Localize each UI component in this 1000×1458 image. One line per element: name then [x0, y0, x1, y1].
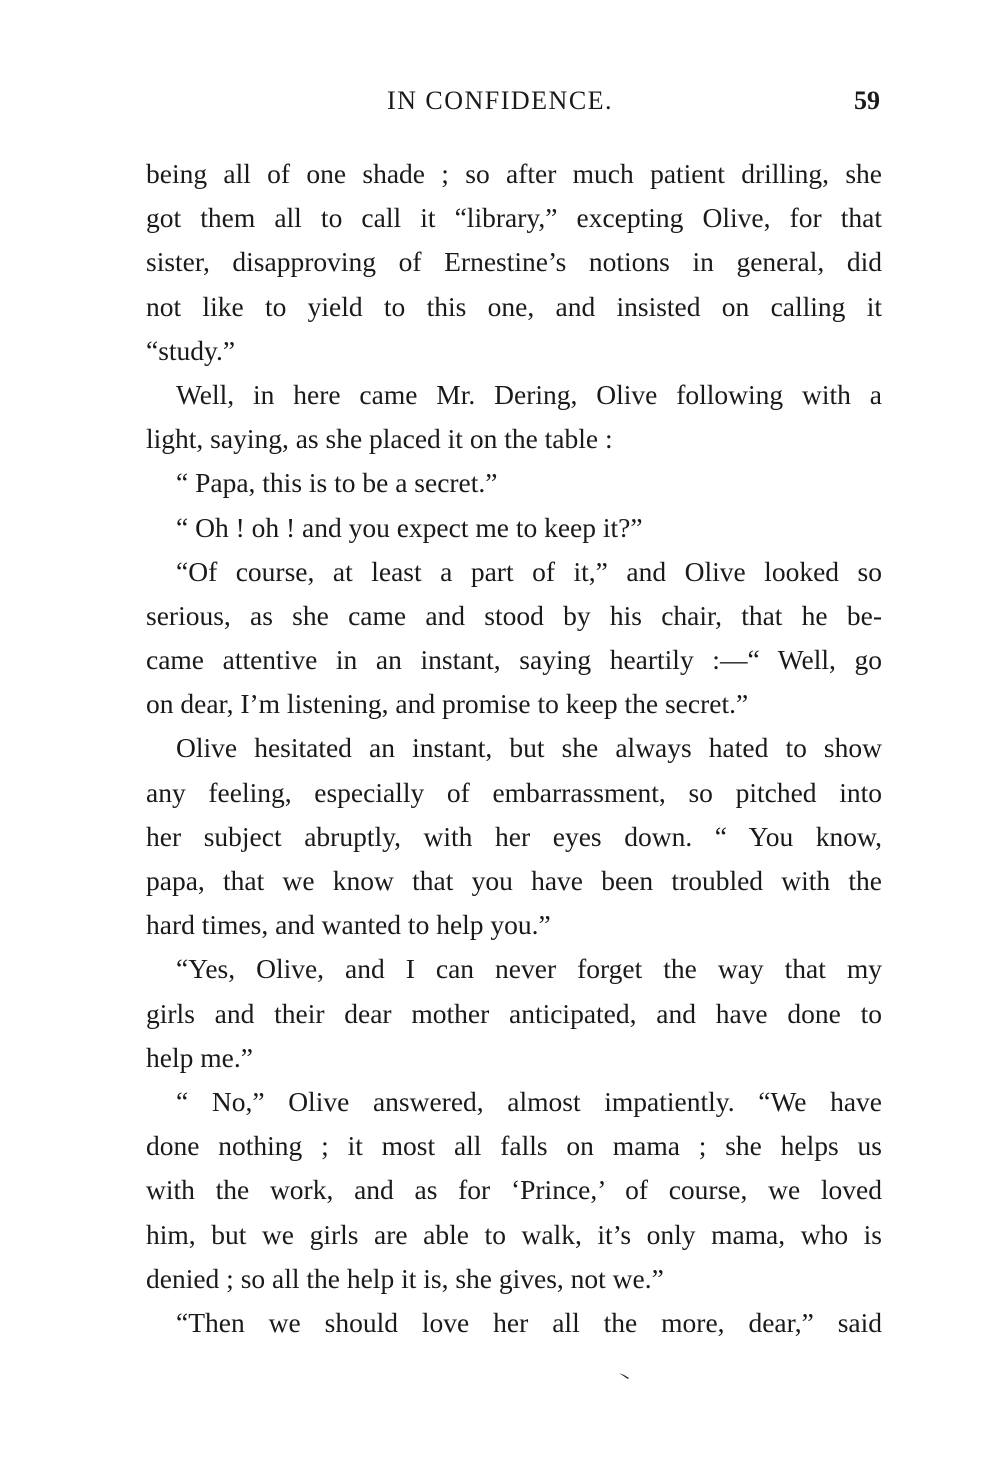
- text-line: “ Oh ! oh ! and you expect me to keep it?”: [176, 511, 643, 543]
- text-line: light, saying, as she placed it on the table :: [146, 423, 613, 455]
- body-text: [146, 152, 882, 1345]
- text-line: “study.”: [146, 334, 236, 366]
- text-line: serious, as she came and stood by his chair, that he be-: [146, 599, 882, 631]
- text-line: being all of one shade ; so after much patient drilling, she: [146, 158, 882, 189]
- text-line: “Yes, Olive, and I can never forget the way that my: [176, 953, 882, 985]
- page-number: 59: [854, 86, 880, 115]
- text-line: Well, in here came Mr. Dering, Olive following with a: [176, 378, 882, 410]
- running-title: IN CONFIDENCE.: [386, 86, 614, 115]
- text-line: denied ; so all the help it is, she gives, not we.”: [146, 1262, 664, 1294]
- text-line: done nothing ; it most all falls on mama ; she helps us: [146, 1130, 882, 1162]
- text-line: help me.”: [146, 1041, 253, 1073]
- text-line: got them all to call it “library,” excepting Olive, for that: [146, 202, 882, 234]
- text-line: not like to yield to this one, and insisted on calling it: [146, 290, 882, 322]
- text-line: “ No,” Olive answered, almost impatiently. “We have: [176, 1085, 882, 1117]
- text-line: came attentive in an instant, saying heartily :—“ Well, go: [146, 644, 882, 676]
- text-line: him, but we girls are able to walk, it’s only mama, who is: [146, 1218, 882, 1250]
- running-header: [0, 86, 1000, 122]
- text-line: girls and their dear mother anticipated, and have done to: [146, 997, 882, 1029]
- ink-mark: [618, 1372, 630, 1380]
- text-line: papa, that we know that you have been troubled with the: [146, 865, 882, 896]
- text-line: her subject abruptly, with her eyes down. “ You know,: [146, 820, 882, 852]
- text-line: “Then we should love her all the more, dear,” said: [176, 1306, 882, 1338]
- text-line: any feeling, especially of embarrassment, so pitched into: [146, 776, 882, 808]
- text-line: Olive hesitated an instant, but she always hated to show: [176, 732, 882, 764]
- text-line: hard times, and wanted to help you.”: [146, 909, 551, 941]
- text-line: on dear, I’m listening, and promise to keep the secret.”: [146, 688, 749, 720]
- text-line: “ Papa, this is to be a secret.”: [176, 467, 498, 499]
- text-line: sister, disapproving of Ernestine’s notions in general, did: [146, 246, 882, 278]
- text-line: “Of course, at least a part of it,” and Olive looked so: [176, 555, 882, 587]
- text-line: with the work, and as for ‘Prince,’ of course, we loved: [146, 1174, 882, 1206]
